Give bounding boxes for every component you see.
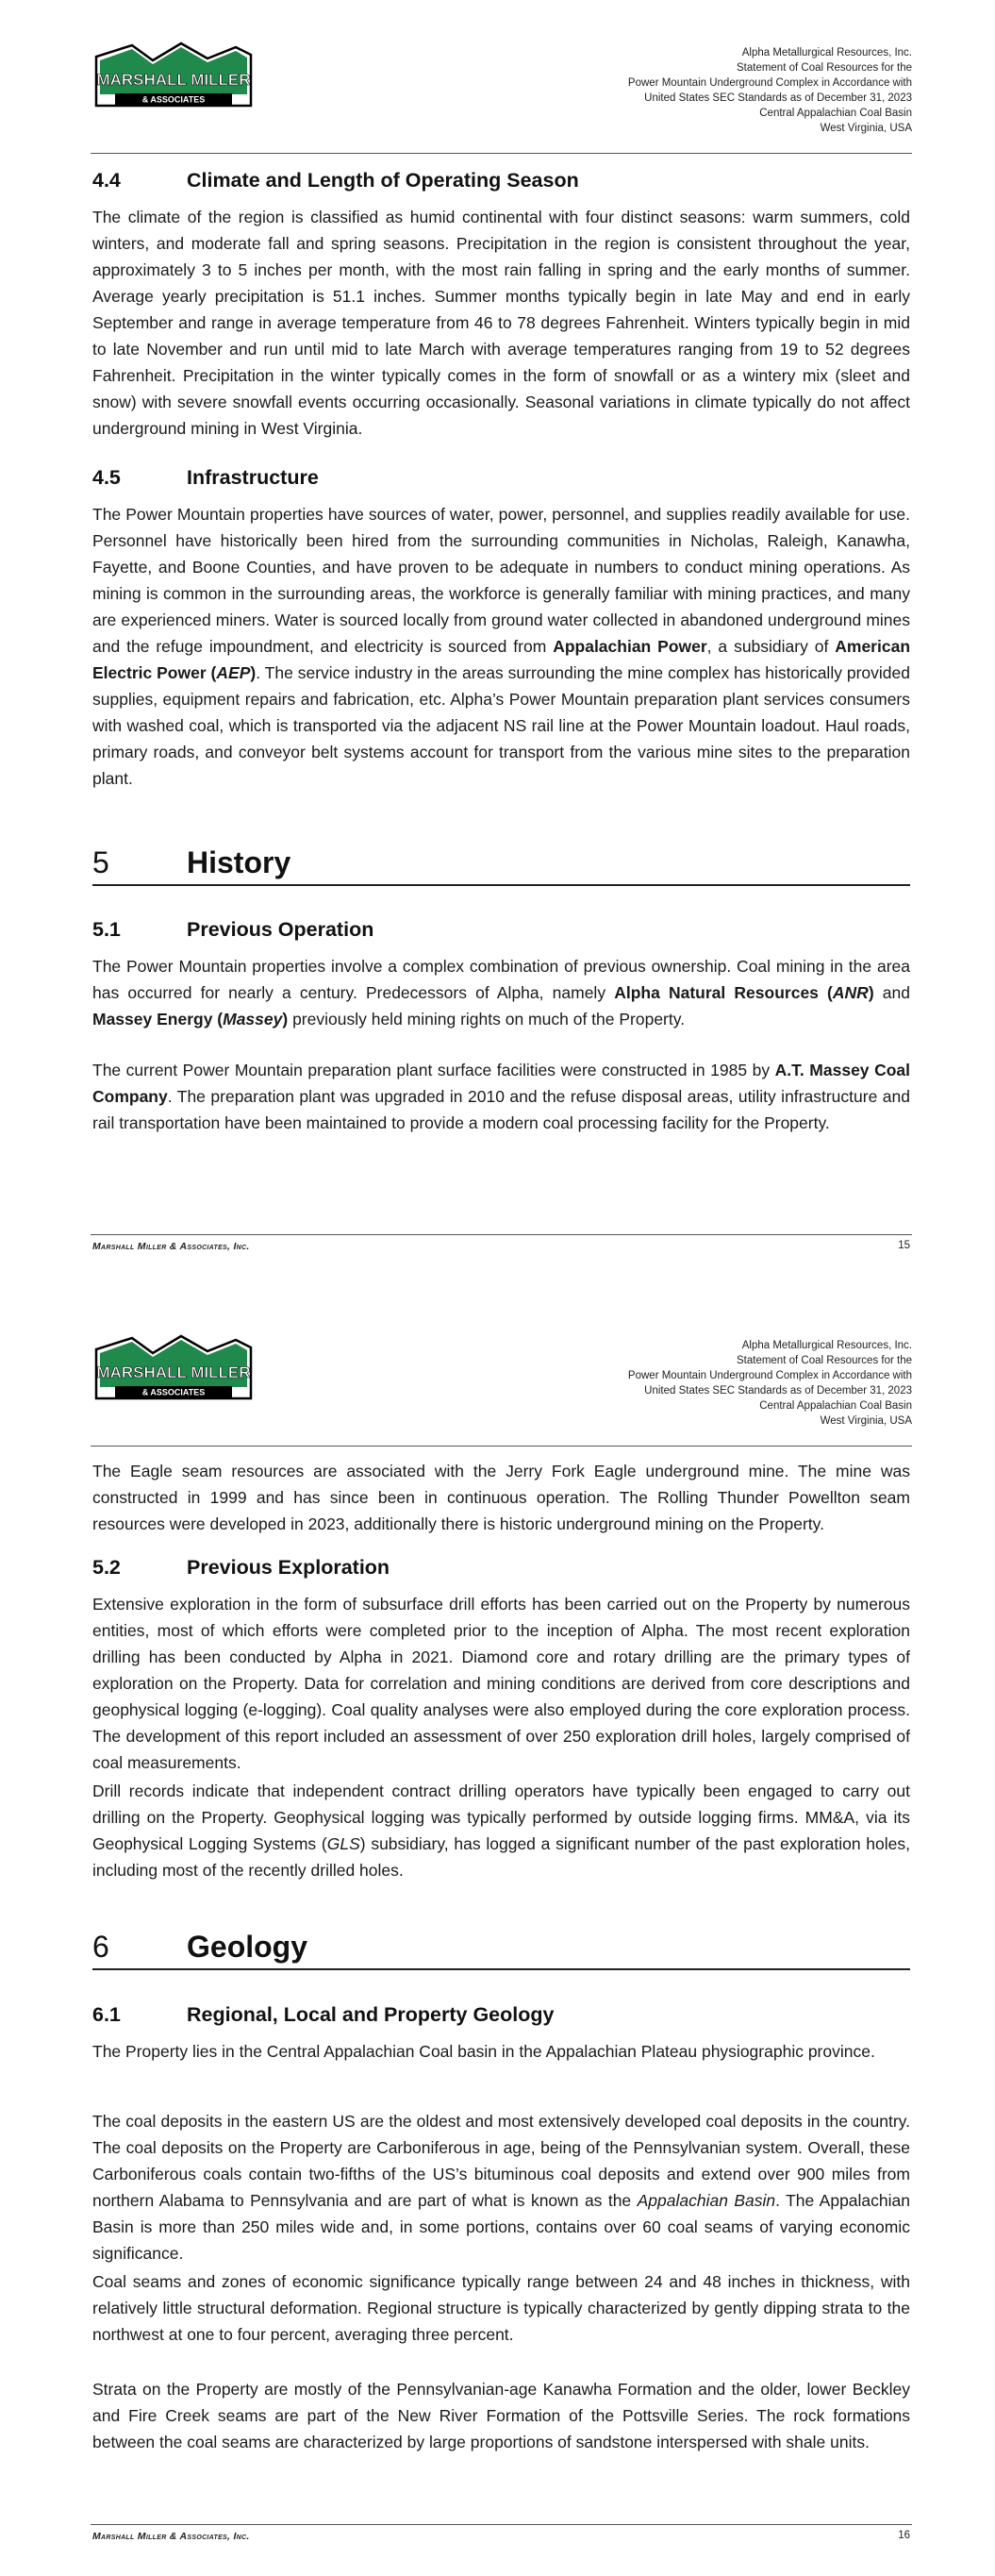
header-line: United States SEC Standards as of December 31, 2023: [644, 1385, 912, 1397]
header-divider: [91, 153, 912, 154]
section-heading: 5.1 Previous Operation: [92, 918, 374, 941]
page-15: [0, 0, 995, 1283]
section-heading: 4.5 Infrastructure: [92, 466, 319, 489]
climate-paragraph: The climate of the region is classified as humid continental with four distinct seasons: warm summers, cold winters, and moderate fall and spring seasons. Precipitation in the region is consistent throughout the year, approximately 3 to 5 inches per month, with the most rain falling in spring and the early months of summer. Average yearly precipitation is 51.1 inches. Summer months typically begin in late May and end in early September and range in average temperature from 46 to 78 degrees Fahrenheit. Winters typically begin in mid to late November and run until mid to late March with average temperatures ranging from 19 to 52 degrees Fahrenheit. Precipitation in the winter typically comes in the form of snowfall or as a wintery mix (sleet and snow) with severe snowfall events occurring occasionally. Seasonal variations in climate typically do not affect underground mining in West Virginia.: [92, 208, 910, 438]
section-4-4: [92, 166, 910, 194]
header-line: Statement of Coal Resources for the: [736, 62, 912, 74]
geology-paragraph-2: The coal deposits in the eastern US are the oldest and most extensively developed coal deposits in the country. The coal deposits on the Property are Carboniferous in age, being of the Pennsylvanian system. Overall, these Carboniferous coals contain two-fifths of the US’s bituminous coal deposits and extend over 900 miles from northern Alabama to Pennsylvania and are part of what is known as the Appalachian Basin. The Appalachian Basin is more than 250 miles wide and, in some portions, contains over 60 coal seams of varying economic significance.: [92, 2112, 910, 2263]
previous-exploration-paragraph-1: Extensive exploration in the form of subsurface drill efforts has been carried out on the Property by numerous entities, most of which efforts were completed prior to the inception of Alpha. The most recent exploration drilling has been conducted by Alpha in 2021. Diamond core and rotary drilling are the primary types of exploration on the Property. Data for correlation and mining conditions are derived from core descriptions and geophysical logging (e-logging). Coal quality analyses were also employed during the core exploration process. The development of this report included an assessment of over 250 exploration drill holes, largely comprised of coal measurements.: [92, 1595, 910, 1772]
section-6-1: [92, 2000, 910, 2029]
header-line: Alpha Metallurgical Resources, Inc.: [741, 1340, 912, 1351]
page-16: [0, 1293, 995, 2576]
header-line: Central Appalachian Coal Basin: [759, 108, 912, 119]
eagle-seam-paragraph: The Eagle seam resources are associated with the Jerry Fork Eagle underground mine. The mine was constructed in 1999 and has since been in continuous operation. The Rolling Thunder Powellton seam resources were developed in 2023, additionally there is historic underground mining on the Property.: [92, 1462, 910, 1533]
header-line: United States SEC Standards as of December 31, 2023: [644, 92, 912, 104]
document-header: [497, 1338, 912, 1429]
section-5-history: [92, 843, 910, 886]
section-6-geology: [92, 1927, 910, 1970]
page-gap: [0, 1283, 995, 1293]
marshall-miller-logo: [94, 1332, 253, 1402]
header-line: Power Mountain Underground Complex in Accordance with: [627, 77, 912, 89]
svg-text:& ASSOCIATES: & ASSOCIATES: [141, 94, 206, 105]
geology-paragraph-4: Strata on the Property are mostly of the Pennsylvanian-age Kanawha Formation and the older, lower Beckley and Fire Creek seams are part of the New River Formation of the Pottsville Series. The rock formations between the coal seams are characterized by large proportions of sandstone interspersed with shale units.: [92, 2380, 910, 2451]
page-number: 15: [898, 1240, 910, 1251]
footer-divider: [91, 2524, 912, 2525]
previous-exploration-paragraph-2: Drill records indicate that independent contract drilling operators have typically been engaged to carry out drilling on the Property. Geophysical logging was typically performed by outside logging firms. MM&A, via its Geophysical Logging Systems (GLS) subsidiary, has logged a significant number of the past exploration holes, including most of the recently drilled holes.: [92, 1781, 910, 1880]
header-line: Statement of Coal Resources for the: [736, 1355, 912, 1366]
document-header: [497, 45, 912, 136]
previous-operation-paragraph-2: The current Power Mountain preparation plant surface facilities were constructed in 1985 by A.T. Massey Coal Company. The preparation plant was upgraded in 2010 and the refuse disposal areas, utility infrastructure and rail transportation have been maintained to provide a modern coal processing facility for the Property.: [92, 1061, 910, 1132]
footer-company: Marshall Miller & Associates, Inc.: [92, 2531, 250, 2542]
section-heading: 6.1 Regional, Local and Property Geology: [92, 2003, 555, 2026]
page-number: 16: [898, 2530, 910, 2541]
infrastructure-paragraph: The Power Mountain properties have sources of water, power, personnel, and supplies readily available for use. Personnel have historically been hired from the surrounding communities in Nicholas, Raleigh, Kanawha, Fayette, and Boone Counties, and have proven to be adequate in numbers to conduct mining operations. As mining is common in the surrounding areas, the workforce is generally familiar with mining practices, and many are experienced miners. Water is sourced locally from ground water collected in abandoned underground mines and the refuge impoundment, and electricity is sourced from Appalachian Power, a subsidiary of American Electric Power (AEP). The service industry in the areas surrounding the mine complex has historically provided supplies, equipment repairs and fabrication, etc. Alpha’s Power Mountain preparation plant services consumers with washed coal, which is transported via the adjacent NS rail line at the Power Mountain loadout. Haul roads, primary roads, and conveyor belt systems account for transport from the various mine sites to the preparation plant.: [92, 505, 911, 788]
section-4-5: [92, 463, 910, 492]
header-line: Central Appalachian Coal Basin: [759, 1400, 912, 1412]
geology-paragraph-1: The Property lies in the Central Appalachian Coal basin in the Appalachian Plateau physiographic province.: [92, 2042, 875, 2061]
section-5-2: [92, 1553, 910, 1581]
previous-operation-paragraph-1: The Power Mountain properties involve a complex combination of previous ownership. Coal mining in the area has occurred for nearly a century. Predecessors of Alpha, namely Alpha Natural Resources (ANR) and Massey Energy (Massey) previously held mining rights on much of the Property.: [92, 957, 910, 1029]
header-line: West Virginia, USA: [820, 1415, 912, 1427]
footer-divider: [91, 1234, 912, 1235]
section-heading: 4.4 Climate and Length of Operating Season: [92, 169, 579, 192]
chapter-heading: 5 History: [92, 843, 910, 886]
header-line: West Virginia, USA: [820, 123, 912, 134]
section-5-1: [92, 915, 910, 944]
footer-company: Marshall Miller & Associates, Inc.: [92, 1241, 250, 1252]
geology-paragraph-3: Coal seams and zones of economic significance typically range between 24 and 48 inches in thickness, with relatively little structural deformation. Regional structure is typically characterized by gently dipping strata to the northwest at one to four percent, averaging three percent.: [92, 2272, 910, 2344]
header-line: Alpha Metallurgical Resources, Inc.: [741, 47, 912, 59]
svg-text:& ASSOCIATES: & ASSOCIATES: [141, 1387, 206, 1397]
header-line: Power Mountain Underground Complex in Accordance with: [627, 1370, 912, 1381]
header-divider: [91, 1446, 912, 1447]
chapter-heading: 6 Geology: [92, 1927, 910, 1970]
marshall-miller-logo: [94, 40, 253, 109]
svg-text:MARSHALL MILLER: MARSHALL MILLER: [96, 1363, 251, 1381]
section-heading: 5.2 Previous Exploration: [92, 1556, 390, 1579]
svg-text:MARSHALL MILLER: MARSHALL MILLER: [96, 71, 251, 89]
